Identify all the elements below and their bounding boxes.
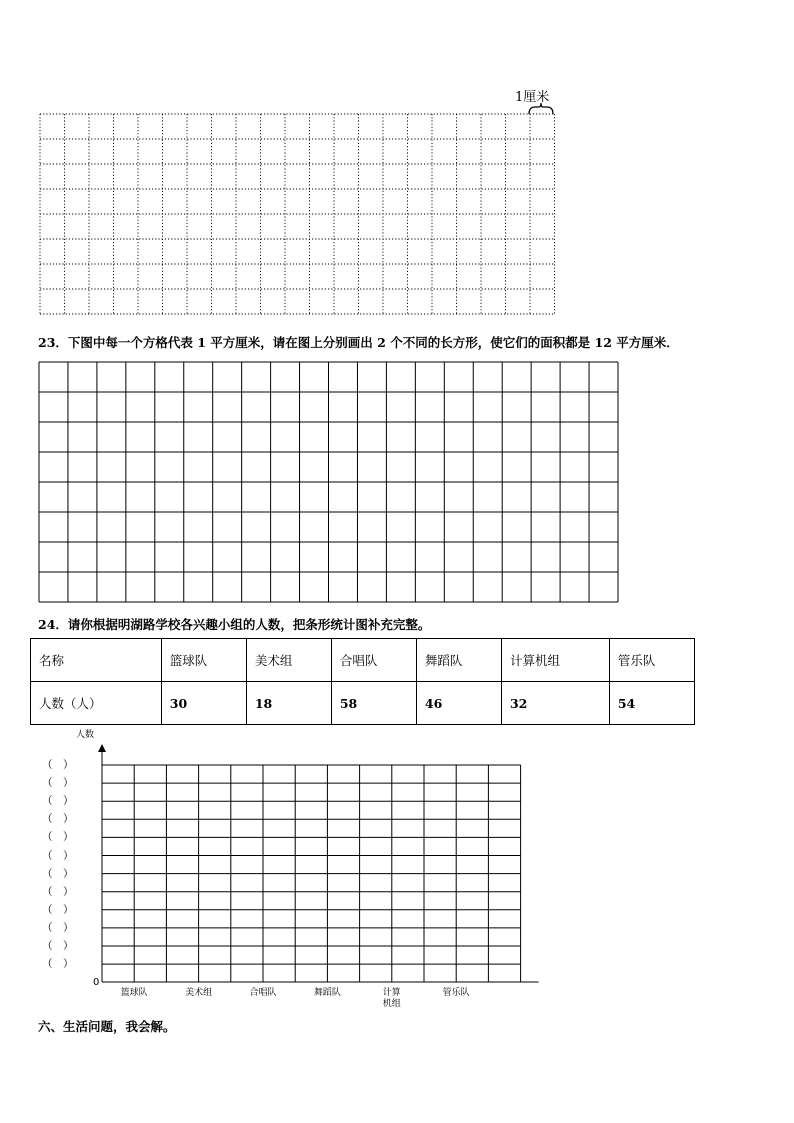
table-cell: 合唱队	[331, 639, 416, 682]
table-row	[31, 682, 695, 725]
y-blank-label[interactable]: （ ）	[42, 958, 74, 971]
x-tick-label	[243, 988, 283, 999]
table-cell: 54	[609, 682, 694, 725]
y-blank-label[interactable]: （ ）	[42, 885, 74, 898]
scale-number: 1	[515, 90, 524, 105]
question-24: 24．请你根据明湖路学校各兴趣小组的人数，把条形统计图补充完整。	[38, 617, 431, 632]
x-tick-label	[114, 988, 154, 999]
x-tick-label-line: 计算	[382, 988, 401, 998]
y-blank-label[interactable]: （ ）	[42, 813, 74, 826]
x-tick-label	[179, 988, 219, 999]
table-cell: 18	[246, 682, 331, 725]
x-tick-label-line: 管乐队	[442, 988, 470, 998]
x-tick-label-line: 机组	[382, 999, 401, 1009]
y-blank-label[interactable]: （ ）	[42, 940, 74, 952]
table-cell: 30	[161, 682, 246, 725]
table-cell: 篮球队	[161, 639, 246, 682]
y-blank-label[interactable]: （ ）	[42, 921, 74, 934]
section-6-title: 六、生活问题，我会解。	[38, 1019, 176, 1034]
y-axis-arrow	[98, 744, 106, 752]
table-cell: 名称	[31, 639, 162, 682]
table-cell: 人数（人）	[31, 682, 162, 725]
y-blank-label[interactable]: （ ）	[42, 867, 74, 880]
table-cell: 管乐队	[609, 639, 694, 682]
square-grid[interactable]	[38, 360, 620, 605]
table-cell: 58	[331, 682, 416, 725]
x-tick-label-line: 合唱队	[249, 988, 277, 998]
dotted-grid	[38, 112, 558, 317]
x-tick-label	[436, 988, 476, 999]
table-cell: 美术组	[246, 639, 331, 682]
question-23: 23．下图中每一个方格代表 1 平方厘米，请在图上分别画出 2 个不同的长方形，使它们的面积都是 12 平方厘米．	[38, 335, 679, 350]
x-tick-label	[372, 988, 412, 1010]
y-blank-label[interactable]: （ ）	[42, 903, 74, 916]
x-tick-label-line: 篮球队	[120, 988, 148, 998]
table-cell: 46	[416, 682, 501, 725]
table-cell: 舞蹈队	[416, 639, 501, 682]
y-axis-label: 人数	[76, 730, 95, 740]
y-blank-label[interactable]: （ ）	[42, 849, 74, 862]
table-cell: 32	[501, 682, 609, 725]
origin-label: 0	[93, 977, 100, 988]
bar-chart	[90, 742, 550, 992]
data-table	[30, 638, 695, 725]
table-cell: 计算机组	[501, 639, 609, 682]
x-tick-label-line: 舞蹈队	[313, 988, 341, 998]
y-blank-label[interactable]: （ ）	[42, 795, 74, 808]
scale-unit: 厘米	[523, 90, 550, 105]
y-blank-label[interactable]: （ ）	[42, 759, 74, 771]
table-header-row	[31, 639, 695, 682]
y-blank-label[interactable]: （ ）	[42, 777, 74, 790]
y-blank-label[interactable]: （ ）	[42, 831, 74, 844]
x-tick-label	[307, 988, 347, 999]
x-tick-label-line: 美术组	[185, 988, 213, 998]
